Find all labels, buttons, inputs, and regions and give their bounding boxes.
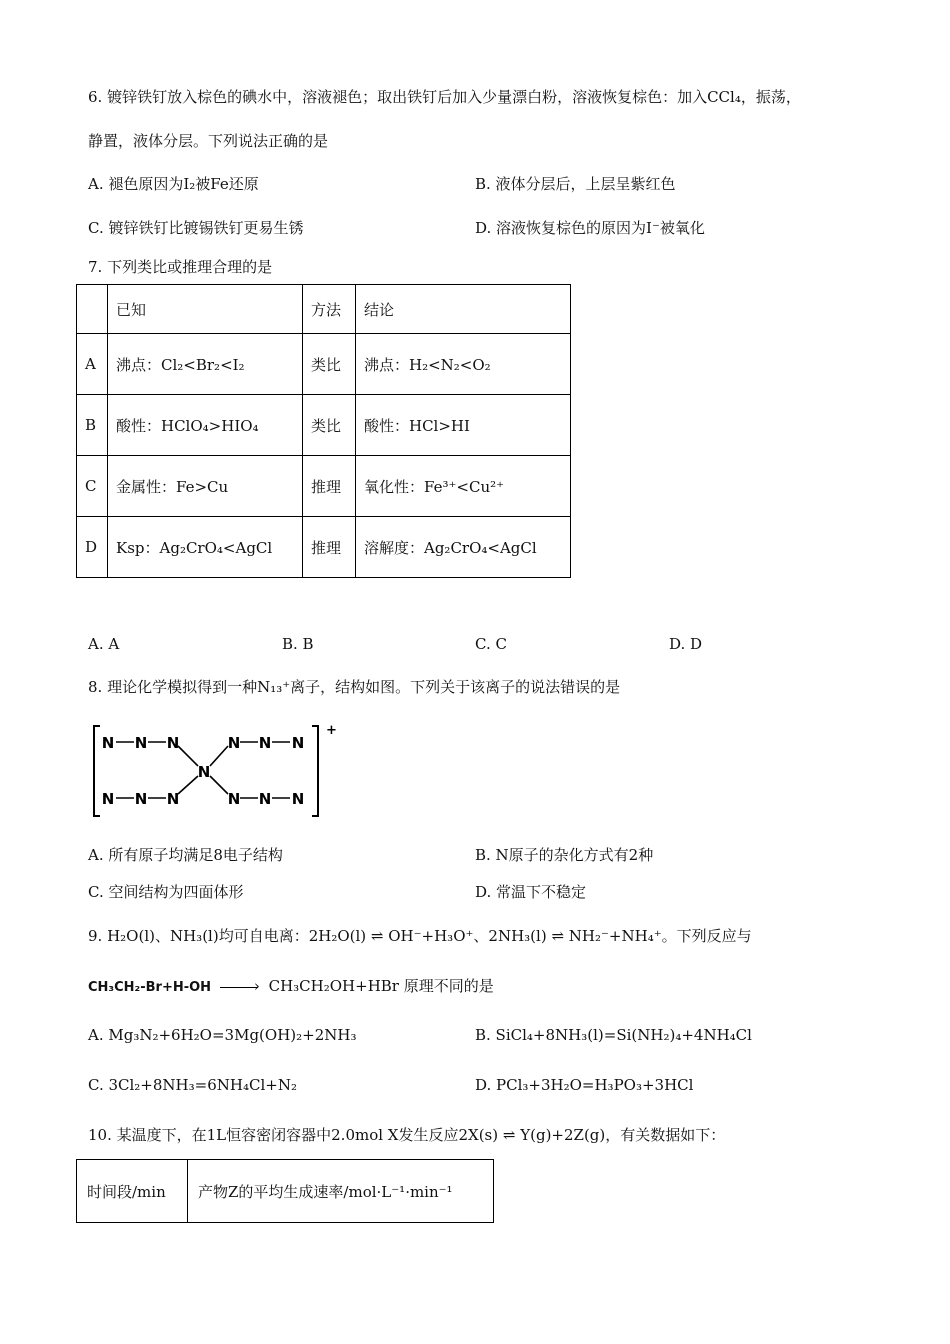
q7-option-a: A. A (88, 635, 120, 653)
table-header-cell: 已知 (108, 285, 303, 334)
table-cell: 酸性：HClO₄>HIO₄ (108, 395, 303, 456)
nitrogen-atom: N (166, 734, 180, 752)
q6-option-a: A. 褪色原因为I₂被Fe还原 (88, 175, 259, 193)
table-row (77, 395, 571, 456)
table-cell: 酸性：HCl>HI (356, 395, 571, 456)
q9-stem: 9. H₂O(l)、NH₃(l)均可自电离：2H₂O(l) ⇌ OH⁻+H₃O⁺、2NH₃(l) ⇌ NH₂⁻+NH₄⁺。下列反应与 (88, 927, 752, 945)
table-header-cell: 时间段/min (77, 1160, 188, 1223)
q9-option-a: A. Mg₃N₂+6H₂O=3Mg(OH)₂+2NH₃ (88, 1026, 357, 1044)
table-cell: 沸点：H₂<N₂<O₂ (356, 334, 571, 395)
table-cell: 类比 (303, 334, 356, 395)
q7-stem: 7. 下列类比或推理合理的是 (88, 258, 273, 276)
q9-option-b: B. SiCl₄+8NH₃(l)=Si(NH₂)₄+4NH₄Cl (475, 1026, 752, 1044)
nitrogen-atom: N (134, 790, 148, 808)
q10-table (76, 1159, 494, 1223)
nitrogen-atom: N (134, 734, 148, 752)
central-nitrogen-atom: N (197, 763, 211, 781)
q6-option-d: D. 溶液恢复棕色的原因为I⁻被氧化 (475, 219, 705, 237)
table-header-cell (77, 285, 108, 334)
q8-option-a: A. 所有原子均满足8电子结构 (88, 846, 283, 864)
nitrogen-atom: N (101, 790, 115, 808)
table-cell: 推理 (303, 456, 356, 517)
table-header-row (77, 1160, 494, 1223)
q8-option-b: B. N原子的杂化方式有2种 (475, 846, 654, 864)
q6-option-b: B. 液体分层后，上层呈紫红色 (475, 175, 676, 193)
nitrogen-atom: N (291, 790, 305, 808)
table-row (77, 456, 571, 517)
q9-option-d: D. PCl₃+3H₂O=H₃PO₃+3HCl (475, 1076, 694, 1094)
table-cell: 推理 (303, 517, 356, 578)
table-row (77, 517, 571, 578)
table-cell: B (77, 395, 108, 456)
arrow-head-icon: › (253, 977, 260, 995)
table-header-cell: 方法 (303, 285, 356, 334)
q7-table (76, 284, 571, 578)
q7-option-d: D. D (669, 635, 703, 653)
nitrogen-atom: N (258, 734, 272, 752)
table-cell: D (77, 517, 108, 578)
right-bracket (312, 726, 318, 816)
table-cell: 金属性：Fe>Cu (108, 456, 303, 517)
q8-option-d: D. 常温下不稳定 (475, 883, 587, 901)
q8-option-c: C. 空间结构为四面体形 (88, 883, 244, 901)
nitrogen-atom: N (227, 790, 241, 808)
q7-option-b: B. B (282, 635, 314, 653)
table-cell: Ksp：Ag₂CrO₄<AgCl (108, 517, 303, 578)
table-header-cell: 结论 (356, 285, 571, 334)
q6-stem-line2: 静置，液体分层。下列说法正确的是 (88, 132, 329, 150)
nitrogen-atom: N (258, 790, 272, 808)
table-cell: C (77, 456, 108, 517)
table-cell: 类比 (303, 395, 356, 456)
charge-sign: + (326, 723, 337, 738)
table-header-row (77, 285, 571, 334)
table-header-cell: 产物Z的平均生成速率/mol·L⁻¹·min⁻¹ (188, 1160, 494, 1223)
q9-reaction-reactants: CH₃CH₂-Br+H-OH (88, 980, 212, 995)
q6-option-c: C. 镀锌铁钉比镀锡铁钉更易生锈 (88, 219, 304, 237)
nitrogen-atom: N (227, 734, 241, 752)
n13-structure-diagram (88, 722, 338, 822)
table-cell: 氧化性：Fe³⁺<Cu²⁺ (356, 456, 571, 517)
nitrogen-atom: N (101, 734, 115, 752)
table-row (77, 334, 571, 395)
left-bracket (94, 726, 100, 816)
q7-option-c: C. C (475, 635, 507, 653)
q10-stem: 10. 某温度下，在1L恒容密闭容器中2.0mol X发生反应2X(s) ⇌ Y(g)+2Z(g)，有关数据如下： (88, 1126, 726, 1144)
q8-stem: 8. 理论化学模拟得到一种N₁₃⁺离子，结构如图。下列关于该离子的说法错误的是 (88, 678, 621, 696)
q9-option-c: C. 3Cl₂+8NH₃=6NH₄Cl+N₂ (88, 1076, 297, 1094)
q9-reaction-products: CH₃CH₂OH+HBr 原理不同的是 (268, 977, 494, 995)
nitrogen-atom: N (291, 734, 305, 752)
table-cell: A (77, 334, 108, 395)
nitrogen-atom: N (166, 790, 180, 808)
table-cell: 溶解度：Ag₂CrO₄<AgCl (356, 517, 571, 578)
q6-stem-line1: 6. 镀锌铁钉放入棕色的碘水中，溶液褪色；取出铁钉后加入少量漂白粉，溶液恢复棕色：加入CCl₄，振荡， (88, 88, 801, 106)
reaction-arrow-line (220, 987, 258, 988)
table-cell: 沸点：Cl₂<Br₂<I₂ (108, 334, 303, 395)
q9-reaction-line (88, 975, 494, 999)
